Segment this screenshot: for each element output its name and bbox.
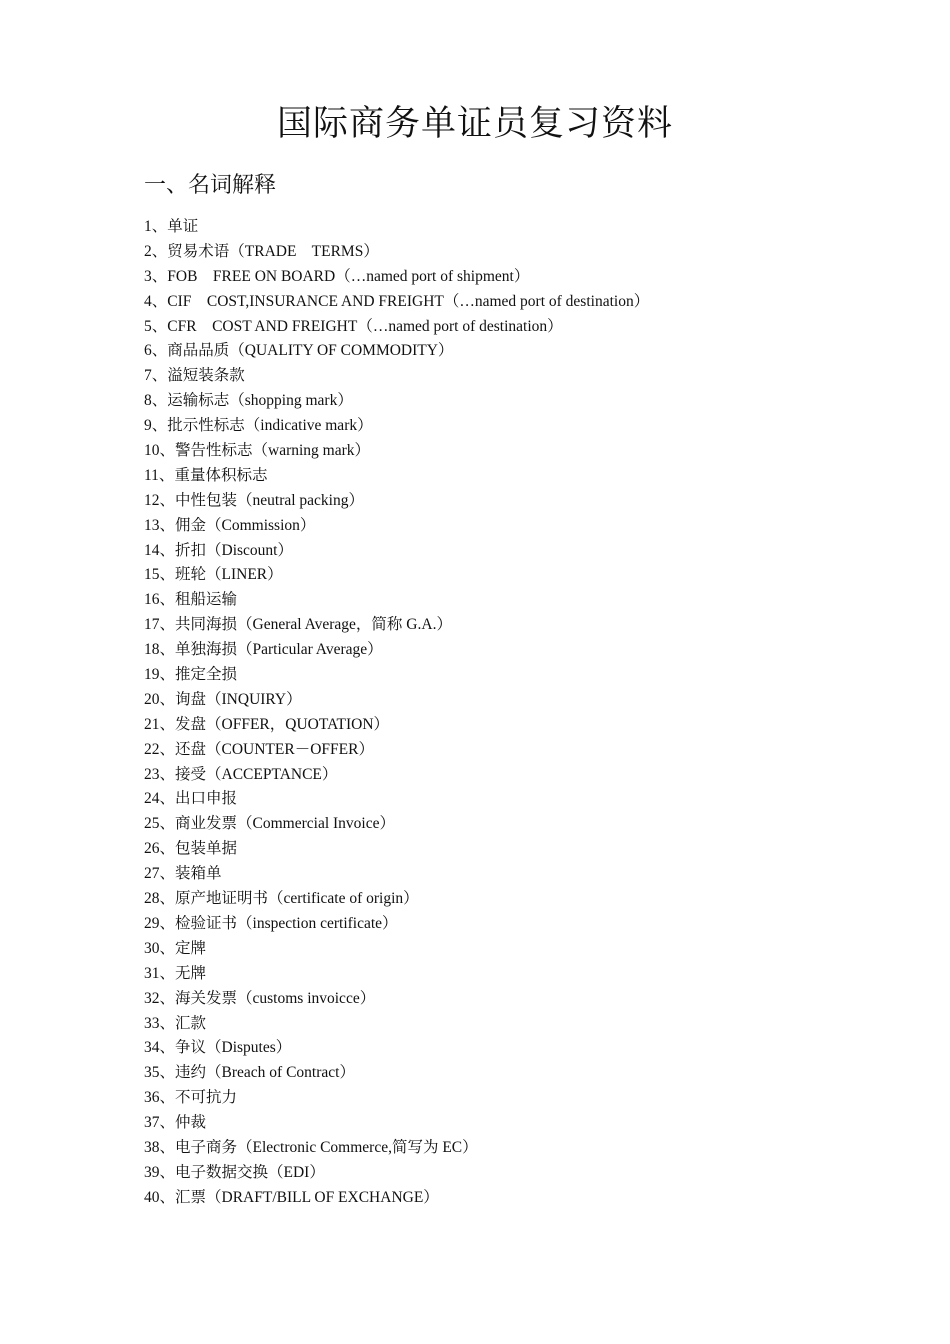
list-item	[144, 763, 904, 788]
list-item	[144, 1061, 904, 1086]
list-item	[144, 688, 904, 713]
term-text: 商业发票（Commercial Invoice）	[175, 815, 395, 833]
term-text: 原产地证明书（certificate of origin）	[175, 890, 419, 908]
term-text: 发盘（OFFER，QUOTATION）	[175, 715, 390, 733]
list-item	[144, 812, 904, 837]
term-number: 34、	[144, 1039, 176, 1057]
section-heading: 一、名词解释	[144, 172, 277, 197]
term-number: 2、	[144, 242, 168, 260]
list-item	[144, 339, 904, 364]
term-number: 31、	[144, 964, 176, 982]
term-text: 检验证书（inspection certificate）	[175, 914, 398, 932]
term-text: 班轮（LINER）	[175, 566, 283, 584]
term-list	[144, 215, 904, 1211]
term-text: 共同海损（General Average，简称 G.A.）	[175, 616, 452, 634]
list-item	[144, 987, 904, 1012]
list-item	[144, 539, 904, 564]
term-text: 重量体积标志	[174, 466, 268, 484]
term-number: 5、	[144, 317, 168, 335]
term-number: 7、	[144, 367, 168, 385]
list-item	[144, 738, 904, 763]
list-item	[144, 588, 904, 613]
list-item	[144, 787, 904, 812]
list-item	[144, 563, 904, 588]
list-item	[144, 414, 904, 439]
term-number: 37、	[144, 1114, 176, 1132]
term-text: 商品品质（QUALITY OF COMMODITY）	[167, 342, 454, 360]
term-text: 贸易术语（TRADE TERMS）	[167, 242, 379, 260]
list-item	[144, 1036, 904, 1061]
term-number: 21、	[144, 715, 176, 733]
term-number: 13、	[144, 516, 176, 534]
list-item	[144, 364, 904, 389]
term-number: 8、	[144, 392, 168, 410]
term-number: 33、	[144, 1014, 176, 1032]
term-text: 包装单据	[175, 840, 238, 858]
list-item	[144, 887, 904, 912]
list-item	[144, 1086, 904, 1111]
term-number: 39、	[144, 1163, 176, 1181]
list-item	[144, 837, 904, 862]
term-number: 27、	[144, 865, 176, 883]
term-number: 19、	[144, 666, 176, 684]
term-text: CIF COST,INSURANCE AND FREIGHT（…named port of destination）	[167, 292, 650, 310]
list-item	[144, 240, 904, 265]
term-text: 询盘（INQUIRY）	[175, 690, 302, 708]
term-text: 汇票（DRAFT/BILL OF EXCHANGE）	[175, 1188, 439, 1206]
list-item	[144, 315, 904, 340]
list-item	[144, 1111, 904, 1136]
term-number: 22、	[144, 740, 176, 758]
term-number: 38、	[144, 1138, 176, 1156]
term-number: 23、	[144, 765, 176, 783]
term-text: 无牌	[175, 964, 207, 982]
term-text: 汇款	[175, 1014, 207, 1032]
term-number: 10、	[144, 442, 176, 460]
list-item	[144, 862, 904, 887]
list-item	[144, 265, 904, 290]
list-item	[144, 1012, 904, 1037]
term-number: 30、	[144, 939, 176, 957]
term-number: 9、	[144, 417, 168, 435]
term-number: 3、	[144, 267, 168, 285]
list-item	[144, 912, 904, 937]
term-text: 溢短装条款	[167, 367, 245, 385]
term-text: 定牌	[175, 939, 207, 957]
term-number: 20、	[144, 690, 176, 708]
term-number: 15、	[144, 566, 176, 584]
list-item	[144, 962, 904, 987]
term-text: 批示性标志（indicative mark）	[167, 417, 373, 435]
list-item	[144, 439, 904, 464]
term-number: 35、	[144, 1064, 176, 1082]
term-text: 单独海损（Particular Average）	[175, 641, 383, 659]
term-text: 运输标志（shopping mark）	[167, 392, 353, 410]
term-text: 折扣（Discount）	[175, 541, 293, 559]
term-text: 接受（ACCEPTANCE）	[175, 765, 338, 783]
term-number: 14、	[144, 541, 176, 559]
term-number: 36、	[144, 1089, 176, 1107]
term-number: 40、	[144, 1188, 176, 1206]
term-text: 佣金（Commission）	[175, 516, 316, 534]
term-text: 电子数据交换（EDI）	[175, 1163, 325, 1181]
list-item	[144, 613, 904, 638]
list-item	[144, 389, 904, 414]
term-number: 29、	[144, 914, 176, 932]
list-item	[144, 1136, 904, 1161]
list-item	[144, 663, 904, 688]
term-number: 32、	[144, 989, 176, 1007]
list-item	[144, 713, 904, 738]
term-number: 16、	[144, 591, 176, 609]
list-item	[144, 489, 904, 514]
term-text: CFR COST AND FREIGHT（…named port of destination）	[167, 317, 563, 335]
term-number: 11、	[144, 466, 175, 484]
term-text: 中性包装（neutral packing）	[175, 491, 364, 509]
term-text: 推定全损	[175, 666, 238, 684]
list-item	[144, 1161, 904, 1186]
term-number: 12、	[144, 491, 176, 509]
term-text: 还盘（COUNTER－OFFER）	[175, 740, 374, 758]
list-item	[144, 937, 904, 962]
term-text: 违约（Breach of Contract）	[175, 1064, 355, 1082]
term-text: 出口申报	[175, 790, 238, 808]
list-item	[144, 1186, 904, 1211]
list-item	[144, 290, 904, 315]
list-item	[144, 215, 904, 240]
term-number: 6、	[144, 342, 168, 360]
term-text: 不可抗力	[175, 1089, 238, 1107]
term-number: 25、	[144, 815, 176, 833]
term-text: 争议（Disputes）	[175, 1039, 292, 1057]
document-title: 国际商务单证员复习资料	[276, 104, 673, 143]
list-item	[144, 464, 904, 489]
term-text: 仲裁	[175, 1114, 207, 1132]
term-text: 电子商务（Electronic Commerce,简写为 EC）	[175, 1138, 478, 1156]
list-item	[144, 638, 904, 663]
term-number: 26、	[144, 840, 176, 858]
term-text: 租船运输	[175, 591, 238, 609]
term-number: 28、	[144, 890, 176, 908]
term-text: 单证	[167, 218, 199, 235]
list-item	[144, 514, 904, 539]
term-number: 18、	[144, 641, 176, 659]
term-number: 17、	[144, 616, 176, 634]
term-text: 海关发票（customs invoicce）	[175, 989, 376, 1007]
term-number: 1、	[144, 218, 168, 235]
term-text: 装箱单	[175, 865, 222, 883]
term-text: FOB FREE ON BOARD（…named port of shipment）	[167, 267, 530, 285]
term-number: 4、	[144, 292, 168, 310]
term-number: 24、	[144, 790, 176, 808]
term-text: 警告性标志（warning mark）	[175, 442, 371, 460]
